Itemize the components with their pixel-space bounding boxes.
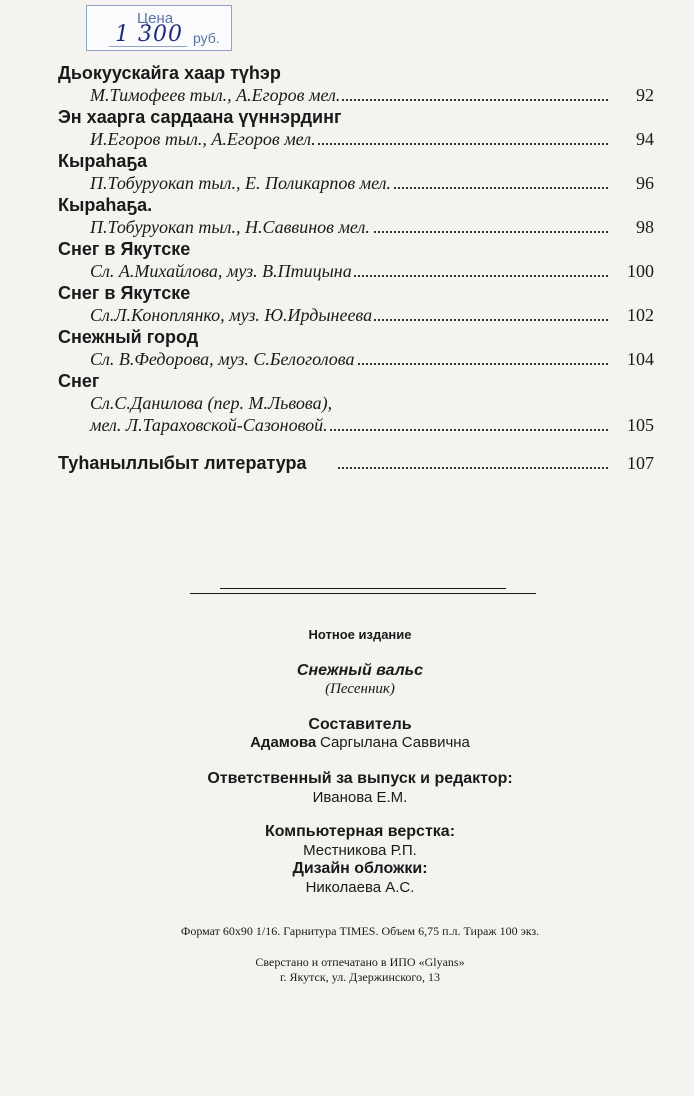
editor-name: Иванова Е.М. xyxy=(312,789,408,806)
toc-entry-title: Снег xyxy=(58,371,100,391)
edition-type: Нотное издание xyxy=(308,627,412,642)
dot-leader xyxy=(338,467,608,469)
toc-entry-literature xyxy=(58,452,658,474)
toc-page-number: 104 xyxy=(627,349,654,369)
stamp-underline xyxy=(109,46,187,47)
toc-entry-credits: И.Егоров тыл., А.Егоров мел. xyxy=(90,129,316,149)
toc-entry xyxy=(58,62,658,106)
format-line: Формат 60х90 1/16. Гарнитура TIMES. Объем 6,75 п.л. Тираж 100 экз. xyxy=(180,924,540,938)
stamp-label: Цена xyxy=(137,10,174,27)
separator-rule xyxy=(190,593,536,594)
toc-page-number: 98 xyxy=(636,217,654,237)
toc-entry-credits: П.Тобуруокап тыл., Е. Поликарпов мел. xyxy=(90,173,392,193)
separator-rule xyxy=(220,588,506,589)
book-subtitle: (Песенник) xyxy=(325,681,395,697)
price-stamp xyxy=(86,5,232,51)
toc-page-number: 105 xyxy=(627,415,654,435)
toc-page-number: 107 xyxy=(627,453,654,473)
separator xyxy=(190,588,536,594)
toc-entry-title: Дьокуускайга хаар түһэр xyxy=(58,63,281,83)
toc-entry-title: Туһаныллыбыт литература xyxy=(58,453,307,473)
toc-entry-line xyxy=(58,216,658,238)
toc-entry xyxy=(58,150,658,194)
toc-entry-title: Снег в Якутске xyxy=(58,239,191,259)
toc-page-number: 102 xyxy=(627,305,654,325)
toc-entry xyxy=(58,326,658,370)
toc-entry-credits: Сл. А.Михайлова, муз. В.Птицына xyxy=(90,261,352,281)
toc-page-number: 92 xyxy=(636,85,654,105)
compiler-label: Составитель xyxy=(308,716,412,733)
toc-page-number: 94 xyxy=(636,129,654,149)
print-line: Сверстано и отпечатано в ИПО «Glyans» xyxy=(255,955,465,969)
cover-name: Николаева А.С. xyxy=(305,879,415,896)
toc-entry xyxy=(58,194,658,238)
toc-entry-title: Кыраһаҕа xyxy=(58,151,148,171)
toc-entry-credits: М.Тимофеев тыл., А.Егоров мел. xyxy=(90,85,341,105)
toc-entry-line xyxy=(58,414,658,436)
toc-entry-credits: П.Тобуруокап тыл., Н.Саввинов мел. xyxy=(90,217,370,237)
book-title: Снежный вальс xyxy=(296,662,424,679)
toc-entry xyxy=(58,106,658,150)
stamp-unit: руб. xyxy=(193,30,220,46)
toc-entry-title: Снежный город xyxy=(58,327,199,347)
toc-entry xyxy=(58,238,658,282)
compiler xyxy=(100,734,620,752)
layout-name: Местникова Р.П. xyxy=(303,842,417,859)
toc-entry xyxy=(58,282,658,326)
toc-page-number: 96 xyxy=(636,173,654,193)
layout-label: Компьютерная верстка: xyxy=(264,823,456,840)
toc-entry-credits: Сл.Л.Коноплянко, муз. Ю.Ирдынеева xyxy=(90,305,373,325)
toc-entry-title: Эн хаарга сардаана үүннэрдинг xyxy=(58,107,342,127)
toc-entry-line xyxy=(58,84,658,106)
editor-label: Ответственный за выпуск и редактор: xyxy=(207,770,513,787)
table-of-contents xyxy=(58,62,658,474)
toc-entry-line xyxy=(58,260,658,282)
toc-page-number: 100 xyxy=(627,261,654,281)
toc-entry-line xyxy=(58,304,658,326)
toc-entry-line xyxy=(58,128,658,150)
toc-entry-credits: Сл.С.Данилова (пер. М.Львова), xyxy=(90,393,333,413)
toc-entry-credits: Сл. В.Федорова, муз. С.Белоголова xyxy=(90,349,355,369)
print-address: г. Якутск, ул. Дзержинского, 13 xyxy=(279,970,441,984)
toc-entry-line xyxy=(58,392,658,414)
toc-entry-line xyxy=(58,172,658,194)
cover-label: Дизайн обложки: xyxy=(292,860,428,877)
compiler-name: Саргылана Саввична xyxy=(319,734,470,751)
toc-entry-title: Кыраһаҕа. xyxy=(58,195,153,215)
toc-entry-line xyxy=(58,348,658,370)
toc-entry-credits: мел. Л.Тараховской-Сазоновой. xyxy=(90,415,328,435)
toc-entry-title: Снег в Якутске xyxy=(58,283,191,303)
compiler-surname: Адамова xyxy=(250,734,317,751)
stamp-price: 1 300 xyxy=(115,22,183,47)
toc-entry xyxy=(58,370,658,436)
